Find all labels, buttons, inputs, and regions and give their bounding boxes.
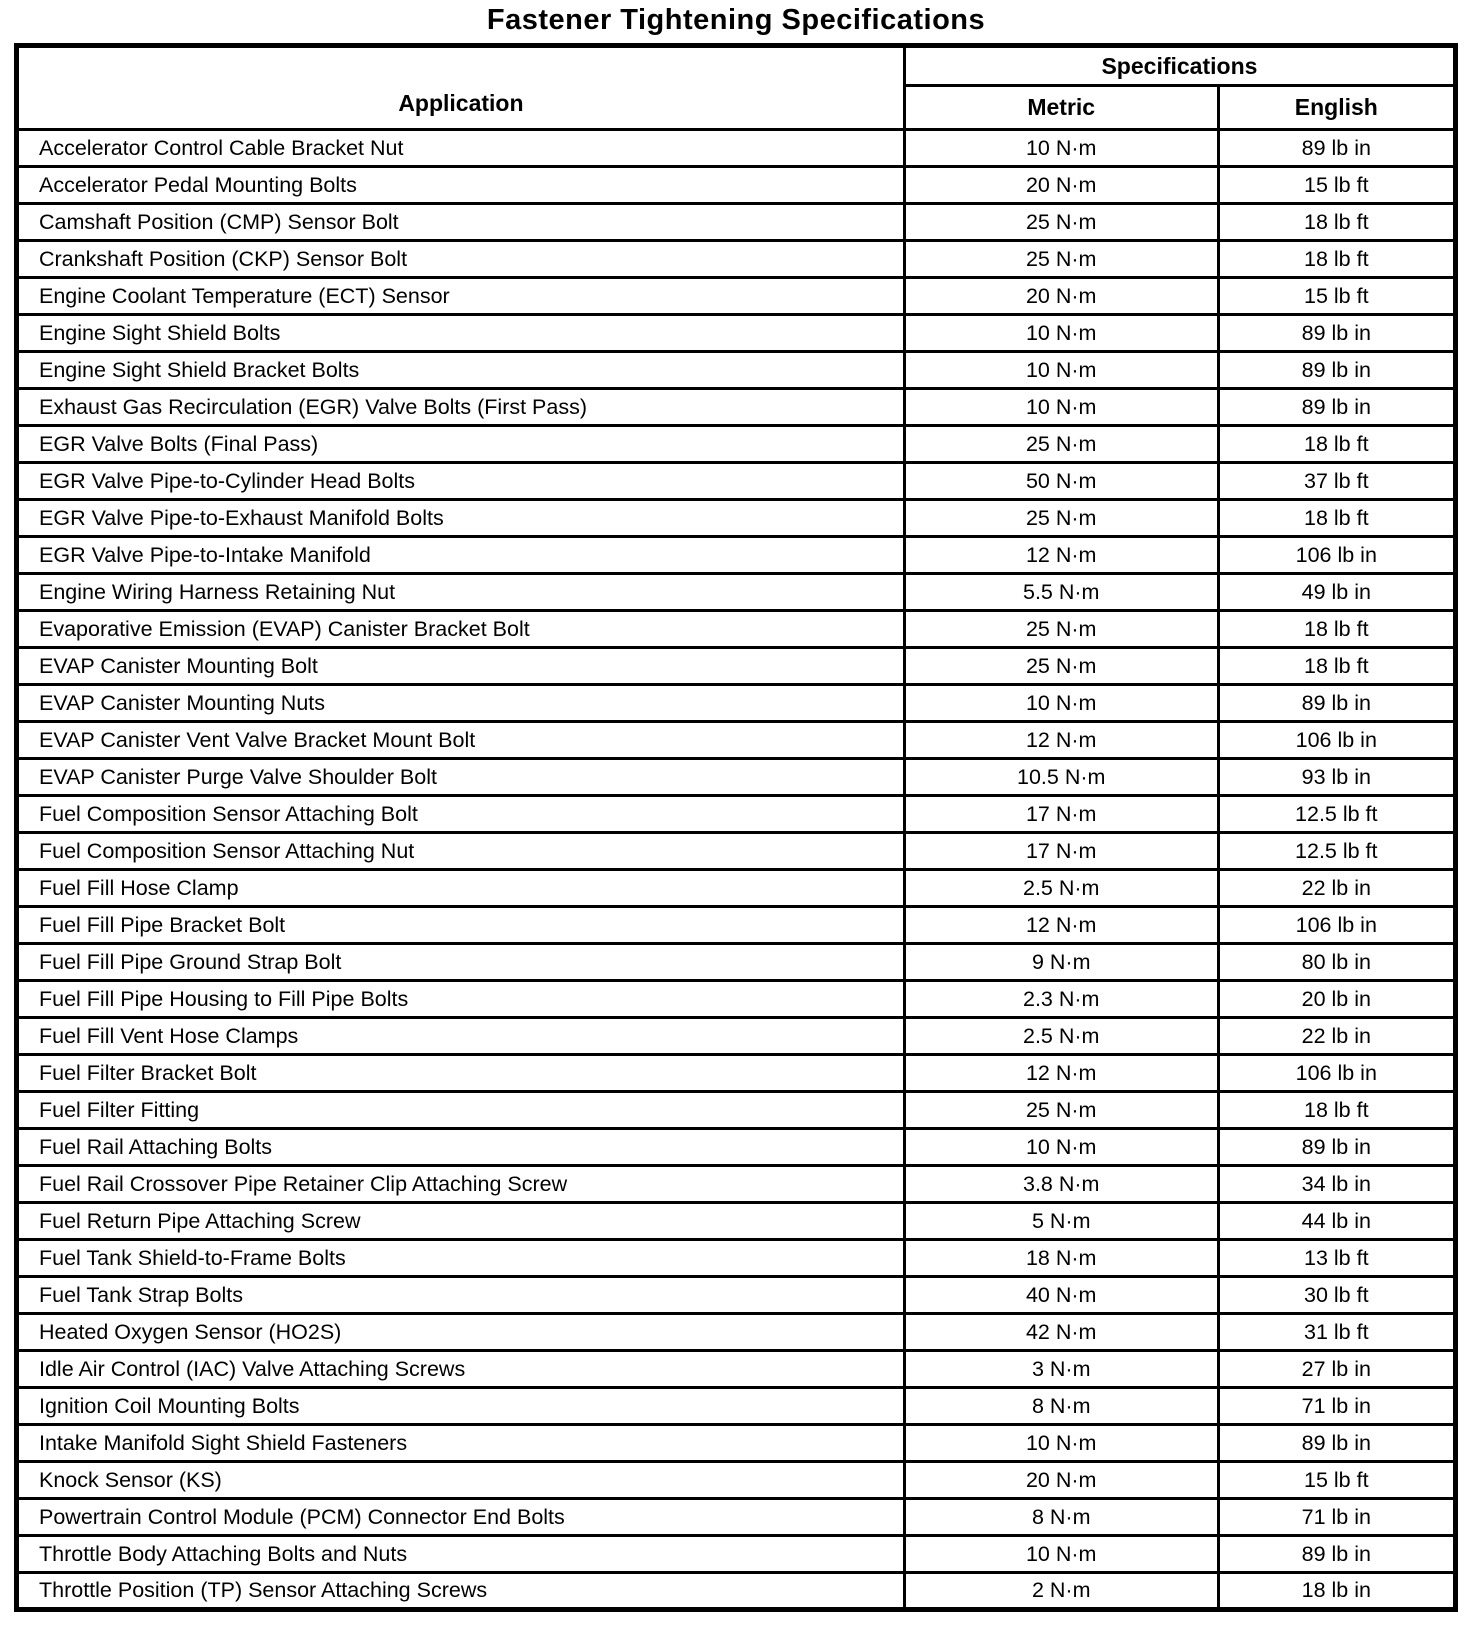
english-cell: 106 lb in	[1218, 907, 1455, 944]
metric-cell: 2.3 N·m	[904, 981, 1218, 1018]
application-cell: Fuel Rail Attaching Bolts	[17, 1129, 905, 1166]
metric-cell: 9 N·m	[904, 944, 1218, 981]
application-cell: Accelerator Control Cable Bracket Nut	[17, 130, 905, 167]
table-row	[17, 574, 1456, 611]
english-cell: 80 lb in	[1218, 944, 1455, 981]
english-cell: 18 lb ft	[1218, 241, 1455, 278]
table-row	[17, 981, 1456, 1018]
english-cell: 49 lb in	[1218, 574, 1455, 611]
application-cell: Fuel Fill Pipe Housing to Fill Pipe Bolts	[17, 981, 905, 1018]
english-cell: 106 lb in	[1218, 1055, 1455, 1092]
table-row	[17, 315, 1456, 352]
table-row	[17, 1462, 1456, 1499]
application-cell: Idle Air Control (IAC) Valve Attaching Screws	[17, 1351, 905, 1388]
metric-cell: 10.5 N·m	[904, 759, 1218, 796]
application-cell: EGR Valve Pipe-to-Cylinder Head Bolts	[17, 463, 905, 500]
header-row-specifications	[17, 46, 1456, 86]
english-cell: 37 lb ft	[1218, 463, 1455, 500]
column-header-specifications: Specifications	[904, 46, 1455, 86]
metric-cell: 3 N·m	[904, 1351, 1218, 1388]
metric-cell: 10 N·m	[904, 1425, 1218, 1462]
table-row	[17, 1203, 1456, 1240]
table-row	[17, 1277, 1456, 1314]
metric-cell: 20 N·m	[904, 167, 1218, 204]
english-cell: 15 lb ft	[1218, 1462, 1455, 1499]
metric-cell: 25 N·m	[904, 426, 1218, 463]
table-row	[17, 833, 1456, 870]
application-cell: Engine Sight Shield Bracket Bolts	[17, 352, 905, 389]
english-cell: 89 lb in	[1218, 685, 1455, 722]
application-cell: Knock Sensor (KS)	[17, 1462, 905, 1499]
application-cell: EVAP Canister Vent Valve Bracket Mount Bolt	[17, 722, 905, 759]
application-cell: EGR Valve Pipe-to-Exhaust Manifold Bolts	[17, 500, 905, 537]
table-row	[17, 944, 1456, 981]
table-row	[17, 907, 1456, 944]
table-row	[17, 167, 1456, 204]
table-row	[17, 685, 1456, 722]
application-cell: Engine Coolant Temperature (ECT) Sensor	[17, 278, 905, 315]
table-row	[17, 1092, 1456, 1129]
application-cell: Fuel Return Pipe Attaching Screw	[17, 1203, 905, 1240]
metric-cell: 18 N·m	[904, 1240, 1218, 1277]
metric-cell: 12 N·m	[904, 907, 1218, 944]
metric-cell: 10 N·m	[904, 130, 1218, 167]
table-row	[17, 1240, 1456, 1277]
english-cell: 93 lb in	[1218, 759, 1455, 796]
english-cell: 89 lb in	[1218, 130, 1455, 167]
table-row	[17, 352, 1456, 389]
application-cell: Heated Oxygen Sensor (HO2S)	[17, 1314, 905, 1351]
application-cell: Fuel Filter Bracket Bolt	[17, 1055, 905, 1092]
english-cell: 89 lb in	[1218, 1536, 1455, 1573]
english-cell: 30 lb ft	[1218, 1277, 1455, 1314]
table-row	[17, 1055, 1456, 1092]
english-cell: 18 lb ft	[1218, 426, 1455, 463]
application-cell: Fuel Tank Strap Bolts	[17, 1277, 905, 1314]
metric-cell: 25 N·m	[904, 611, 1218, 648]
english-cell: 44 lb in	[1218, 1203, 1455, 1240]
application-cell: Crankshaft Position (CKP) Sensor Bolt	[17, 241, 905, 278]
english-cell: 22 lb in	[1218, 1018, 1455, 1055]
application-cell: EGR Valve Pipe-to-Intake Manifold	[17, 537, 905, 574]
column-header-english: English	[1218, 86, 1455, 130]
english-cell: 18 lb ft	[1218, 611, 1455, 648]
english-cell: 31 lb ft	[1218, 1314, 1455, 1351]
table-row	[17, 1166, 1456, 1203]
table-row	[17, 1499, 1456, 1536]
application-cell: Fuel Fill Pipe Ground Strap Bolt	[17, 944, 905, 981]
table-row	[17, 1536, 1456, 1573]
english-cell: 34 lb in	[1218, 1166, 1455, 1203]
metric-cell: 25 N·m	[904, 648, 1218, 685]
metric-cell: 25 N·m	[904, 500, 1218, 537]
metric-cell: 17 N·m	[904, 833, 1218, 870]
metric-cell: 12 N·m	[904, 537, 1218, 574]
english-cell: 15 lb ft	[1218, 167, 1455, 204]
metric-cell: 40 N·m	[904, 1277, 1218, 1314]
table-row	[17, 241, 1456, 278]
metric-cell: 2.5 N·m	[904, 1018, 1218, 1055]
metric-cell: 17 N·m	[904, 796, 1218, 833]
table-row	[17, 426, 1456, 463]
application-cell: Throttle Position (TP) Sensor Attaching Screws	[17, 1573, 905, 1610]
application-cell: Ignition Coil Mounting Bolts	[17, 1388, 905, 1425]
table-row	[17, 463, 1456, 500]
application-cell: Fuel Composition Sensor Attaching Bolt	[17, 796, 905, 833]
english-cell: 22 lb in	[1218, 870, 1455, 907]
table-row	[17, 722, 1456, 759]
english-cell: 18 lb in	[1218, 1573, 1455, 1610]
application-cell: Evaporative Emission (EVAP) Canister Bracket Bolt	[17, 611, 905, 648]
application-cell: Fuel Fill Vent Hose Clamps	[17, 1018, 905, 1055]
metric-cell: 20 N·m	[904, 1462, 1218, 1499]
english-cell: 106 lb in	[1218, 722, 1455, 759]
table-row	[17, 130, 1456, 167]
metric-cell: 3.8 N·m	[904, 1166, 1218, 1203]
metric-cell: 10 N·m	[904, 389, 1218, 426]
metric-cell: 50 N·m	[904, 463, 1218, 500]
metric-cell: 8 N·m	[904, 1388, 1218, 1425]
application-cell: Accelerator Pedal Mounting Bolts	[17, 167, 905, 204]
metric-cell: 8 N·m	[904, 1499, 1218, 1536]
table-row	[17, 1129, 1456, 1166]
application-cell: Exhaust Gas Recirculation (EGR) Valve Bolts (First Pass)	[17, 389, 905, 426]
english-cell: 18 lb ft	[1218, 1092, 1455, 1129]
table-header	[17, 46, 1456, 130]
english-cell: 12.5 lb ft	[1218, 796, 1455, 833]
page-title: Fastener Tightening Specifications	[486, 4, 986, 36]
english-cell: 106 lb in	[1218, 537, 1455, 574]
english-cell: 18 lb ft	[1218, 204, 1455, 241]
table-row	[17, 1314, 1456, 1351]
english-cell: 20 lb in	[1218, 981, 1455, 1018]
table-row	[17, 759, 1456, 796]
metric-cell: 10 N·m	[904, 1129, 1218, 1166]
column-header-application: Application	[17, 46, 905, 130]
fastener-spec-table	[14, 43, 1458, 1612]
table-row	[17, 1388, 1456, 1425]
metric-cell: 12 N·m	[904, 722, 1218, 759]
table-row	[17, 1573, 1456, 1610]
english-cell: 89 lb in	[1218, 389, 1455, 426]
application-cell: Throttle Body Attaching Bolts and Nuts	[17, 1536, 905, 1573]
table-row	[17, 1018, 1456, 1055]
metric-cell: 5.5 N·m	[904, 574, 1218, 611]
table-row	[17, 796, 1456, 833]
application-cell: EVAP Canister Purge Valve Shoulder Bolt	[17, 759, 905, 796]
table-row	[17, 648, 1456, 685]
metric-cell: 2 N·m	[904, 1573, 1218, 1610]
metric-cell: 42 N·m	[904, 1314, 1218, 1351]
application-cell: Fuel Tank Shield-to-Frame Bolts	[17, 1240, 905, 1277]
table-row	[17, 204, 1456, 241]
english-cell: 71 lb in	[1218, 1499, 1455, 1536]
metric-cell: 25 N·m	[904, 1092, 1218, 1129]
application-cell: Fuel Rail Crossover Pipe Retainer Clip Attaching Screw	[17, 1166, 905, 1203]
english-cell: 18 lb ft	[1218, 648, 1455, 685]
english-cell: 18 lb ft	[1218, 500, 1455, 537]
application-cell: Engine Wiring Harness Retaining Nut	[17, 574, 905, 611]
table-row	[17, 1425, 1456, 1462]
application-cell: EVAP Canister Mounting Nuts	[17, 685, 905, 722]
english-cell: 89 lb in	[1218, 352, 1455, 389]
application-cell: Fuel Fill Hose Clamp	[17, 870, 905, 907]
english-cell: 13 lb ft	[1218, 1240, 1455, 1277]
metric-cell: 10 N·m	[904, 315, 1218, 352]
metric-cell: 20 N·m	[904, 278, 1218, 315]
metric-cell: 25 N·m	[904, 241, 1218, 278]
application-cell: EGR Valve Bolts (Final Pass)	[17, 426, 905, 463]
table-row	[17, 870, 1456, 907]
metric-cell: 5 N·m	[904, 1203, 1218, 1240]
metric-cell: 12 N·m	[904, 1055, 1218, 1092]
application-cell: Engine Sight Shield Bolts	[17, 315, 905, 352]
english-cell: 71 lb in	[1218, 1388, 1455, 1425]
english-cell: 15 lb ft	[1218, 278, 1455, 315]
english-cell: 89 lb in	[1218, 1425, 1455, 1462]
table-row	[17, 500, 1456, 537]
metric-cell: 2.5 N·m	[904, 870, 1218, 907]
application-cell: Camshaft Position (CMP) Sensor Bolt	[17, 204, 905, 241]
table-row	[17, 537, 1456, 574]
metric-cell: 25 N·m	[904, 204, 1218, 241]
table-row	[17, 389, 1456, 426]
application-cell: EVAP Canister Mounting Bolt	[17, 648, 905, 685]
table-row	[17, 611, 1456, 648]
application-cell: Fuel Composition Sensor Attaching Nut	[17, 833, 905, 870]
application-cell: Fuel Filter Fitting	[17, 1092, 905, 1129]
metric-cell: 10 N·m	[904, 352, 1218, 389]
table-body	[17, 130, 1456, 1610]
table-row	[17, 1351, 1456, 1388]
column-header-metric: Metric	[904, 86, 1218, 130]
english-cell: 27 lb in	[1218, 1351, 1455, 1388]
metric-cell: 10 N·m	[904, 685, 1218, 722]
english-cell: 89 lb in	[1218, 315, 1455, 352]
metric-cell: 10 N·m	[904, 1536, 1218, 1573]
application-cell: Powertrain Control Module (PCM) Connector End Bolts	[17, 1499, 905, 1536]
english-cell: 12.5 lb ft	[1218, 833, 1455, 870]
application-cell: Fuel Fill Pipe Bracket Bolt	[17, 907, 905, 944]
english-cell: 89 lb in	[1218, 1129, 1455, 1166]
application-cell: Intake Manifold Sight Shield Fasteners	[17, 1425, 905, 1462]
table-row	[17, 278, 1456, 315]
